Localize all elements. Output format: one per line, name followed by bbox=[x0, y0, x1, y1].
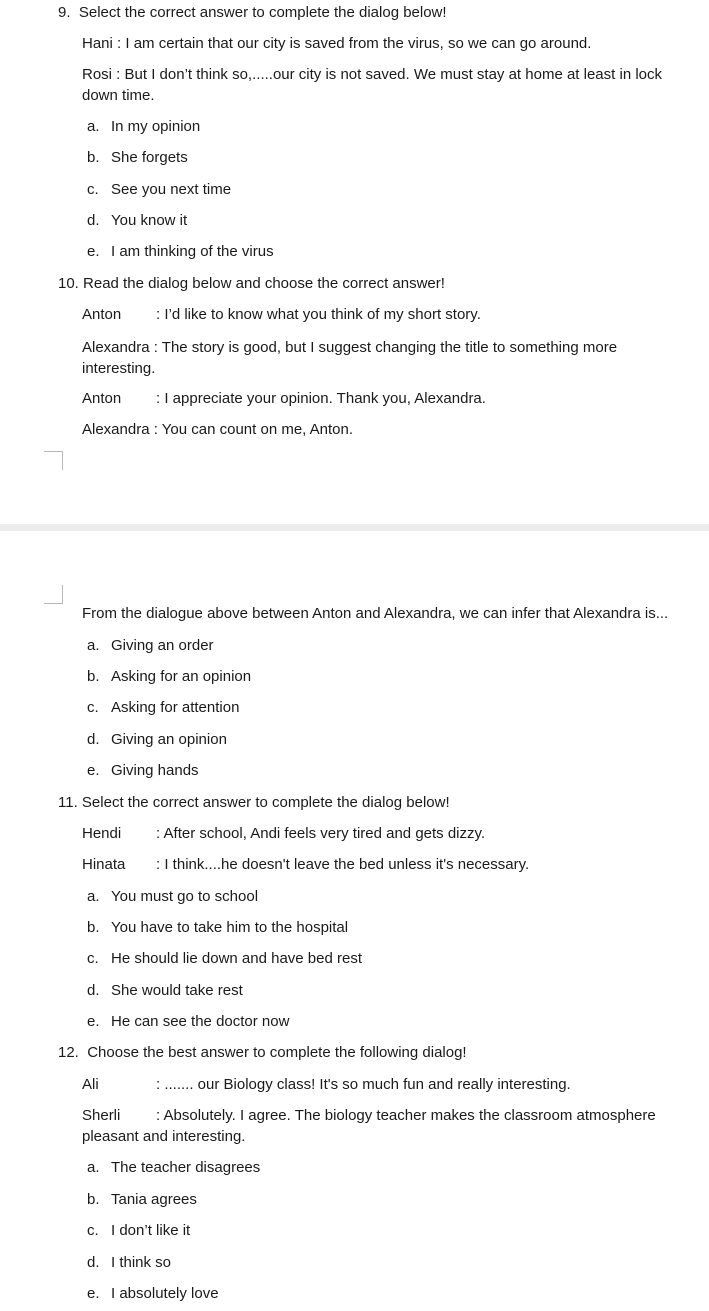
speaker-name: Rosi bbox=[82, 66, 113, 83]
question-number: 9. bbox=[58, 4, 71, 21]
option-text: I absolutely love bbox=[111, 1285, 219, 1302]
speaker-separator: : bbox=[156, 1107, 164, 1124]
page-separator bbox=[0, 524, 709, 531]
answer-option[interactable] bbox=[87, 637, 214, 655]
option-text: You have to take him to the hospital bbox=[111, 919, 349, 936]
answer-option[interactable] bbox=[87, 919, 348, 937]
option-letter: d. bbox=[87, 1254, 100, 1271]
option-letter: e. bbox=[87, 243, 100, 260]
question-11-heading bbox=[58, 794, 450, 812]
option-text: Giving hands bbox=[111, 762, 199, 779]
option-text: He can see the doctor now bbox=[111, 1013, 290, 1030]
answer-option[interactable] bbox=[87, 699, 239, 717]
option-text: You know it bbox=[111, 212, 188, 229]
dialog-line bbox=[82, 64, 702, 106]
dialog-line bbox=[82, 35, 591, 53]
option-letter: b. bbox=[87, 1191, 100, 1208]
speaker-separator: : bbox=[112, 66, 125, 83]
answer-option[interactable] bbox=[87, 731, 227, 749]
dialog-line bbox=[82, 1076, 571, 1094]
option-text: She forgets bbox=[111, 149, 188, 166]
question-prompt: Choose the best answer to complete the following dialog! bbox=[87, 1044, 467, 1061]
question-number: 12. bbox=[58, 1044, 79, 1061]
dialog-line bbox=[82, 390, 486, 408]
option-letter: c. bbox=[87, 1222, 99, 1239]
dialog-text: Absolutely. I agree. The biology teacher makes the classroom atmosphere pleasant and interesting. bbox=[82, 1107, 656, 1145]
dialog-text: ....... our Biology class! It's so much fun and really interesting. bbox=[164, 1076, 571, 1093]
option-letter: d. bbox=[87, 212, 100, 229]
answer-option[interactable] bbox=[87, 1159, 260, 1177]
question-number: 10. bbox=[58, 275, 79, 292]
question-prompt: Select the correct answer to complete the dialog below! bbox=[81, 794, 450, 811]
speaker-separator: : bbox=[156, 825, 164, 842]
dialog-line bbox=[82, 1105, 692, 1147]
speaker-name: Sherli bbox=[82, 1107, 121, 1124]
dialog-text: I appreciate your opinion. Thank you, Alexandra. bbox=[164, 390, 486, 407]
answer-option[interactable] bbox=[87, 1254, 171, 1272]
speaker-name: Hendi bbox=[82, 825, 122, 842]
dialog-text: After school, Andi feels very tired and gets dizzy. bbox=[163, 825, 486, 842]
answer-option[interactable] bbox=[87, 243, 274, 261]
dialog-line bbox=[82, 306, 481, 324]
option-letter: a. bbox=[87, 1159, 100, 1176]
dialog-text: I think....he doesn't leave the bed unless it's necessary. bbox=[164, 856, 530, 873]
answer-option[interactable] bbox=[87, 950, 362, 968]
option-text: I don’t like it bbox=[111, 1222, 191, 1239]
speaker-separator: : bbox=[156, 856, 165, 873]
answer-option[interactable] bbox=[87, 982, 243, 1000]
dialog-text: But I don’t think so,.....our city is not saved. We must stay at home at least in lock down time. bbox=[82, 66, 662, 104]
option-letter: e. bbox=[87, 762, 100, 779]
answer-option[interactable] bbox=[87, 1191, 197, 1209]
answer-option[interactable] bbox=[87, 668, 251, 686]
answer-option[interactable] bbox=[87, 149, 188, 167]
dialog-line bbox=[82, 337, 662, 379]
document-page-2 bbox=[0, 531, 709, 1311]
answer-option[interactable] bbox=[87, 118, 200, 136]
option-text: He should lie down and have bed rest bbox=[111, 950, 363, 967]
speaker-separator: : bbox=[156, 1076, 165, 1093]
speaker-separator: : bbox=[112, 35, 126, 52]
option-text: Giving an opinion bbox=[111, 731, 227, 748]
option-letter: b. bbox=[87, 149, 100, 166]
speaker-separator: : bbox=[156, 390, 165, 407]
answer-option[interactable] bbox=[87, 1222, 190, 1240]
option-letter: a. bbox=[87, 888, 100, 905]
option-text: Tania agrees bbox=[111, 1191, 197, 1208]
option-letter: c. bbox=[87, 699, 99, 716]
option-letter: b. bbox=[87, 919, 100, 936]
option-letter: d. bbox=[87, 731, 100, 748]
dialog-line bbox=[82, 421, 353, 439]
option-letter: c. bbox=[87, 950, 99, 967]
question-12-heading bbox=[58, 1044, 467, 1062]
dialog-line bbox=[82, 856, 529, 874]
answer-option[interactable] bbox=[87, 888, 258, 906]
speaker-name: Ali bbox=[82, 1076, 99, 1093]
option-text: Asking for attention bbox=[111, 699, 240, 716]
option-text: You must go to school bbox=[111, 888, 259, 905]
answer-option[interactable] bbox=[87, 181, 231, 199]
page-corner-mark bbox=[44, 585, 63, 604]
document-page-1 bbox=[0, 0, 709, 524]
answer-option[interactable] bbox=[87, 762, 199, 780]
option-letter: b. bbox=[87, 668, 100, 685]
question-prompt: Read the dialog below and choose the correct answer! bbox=[83, 275, 445, 292]
option-letter: e. bbox=[87, 1013, 100, 1030]
speaker-separator: : bbox=[149, 339, 162, 356]
speaker-name: Alexandra bbox=[82, 421, 150, 438]
speaker-name: Anton bbox=[82, 306, 122, 323]
speaker-name: Alexandra bbox=[82, 339, 150, 356]
speaker-name: Anton bbox=[82, 390, 122, 407]
answer-option[interactable] bbox=[87, 1013, 289, 1031]
speaker-separator: : bbox=[156, 306, 165, 323]
question-number: 11. bbox=[58, 794, 78, 811]
speaker-separator: : bbox=[149, 421, 162, 438]
option-letter: a. bbox=[87, 637, 100, 654]
dialog-text: You can count on me, Anton. bbox=[161, 421, 354, 438]
dialog-text: I’d like to know what you think of my short story. bbox=[164, 306, 481, 323]
option-letter: c. bbox=[87, 181, 99, 198]
speaker-name: Hinata bbox=[82, 856, 126, 873]
option-text: I think so bbox=[111, 1254, 172, 1271]
speaker-name: Hani bbox=[82, 35, 113, 52]
option-text: Giving an order bbox=[111, 637, 214, 654]
question-prompt: Select the correct answer to complete the dialog below! bbox=[78, 4, 447, 21]
option-letter: e. bbox=[87, 1285, 100, 1302]
dialog-text: The story is good, but I suggest changing the title to something more interesting. bbox=[82, 339, 618, 377]
option-text: In my opinion bbox=[111, 118, 201, 135]
option-letter: d. bbox=[87, 982, 100, 999]
answer-option[interactable] bbox=[87, 212, 187, 230]
option-text: She would take rest bbox=[111, 982, 243, 999]
question-10-heading bbox=[58, 275, 445, 293]
option-text: See you next time bbox=[111, 181, 232, 198]
dialog-line bbox=[82, 825, 485, 843]
option-text: I am thinking of the virus bbox=[111, 243, 274, 260]
dialog-text: I am certain that our city is saved from the virus, so we can go around. bbox=[125, 35, 592, 52]
option-text: Asking for an opinion bbox=[111, 668, 252, 685]
question-9-heading bbox=[58, 4, 447, 22]
page-corner-mark bbox=[44, 451, 63, 470]
option-letter: a. bbox=[87, 118, 100, 135]
answer-option[interactable] bbox=[87, 1285, 219, 1303]
option-text: The teacher disagrees bbox=[111, 1159, 261, 1176]
question-10-inference: From the dialogue above between Anton and Alexandra, we can infer that Alexandra is... bbox=[82, 605, 669, 622]
